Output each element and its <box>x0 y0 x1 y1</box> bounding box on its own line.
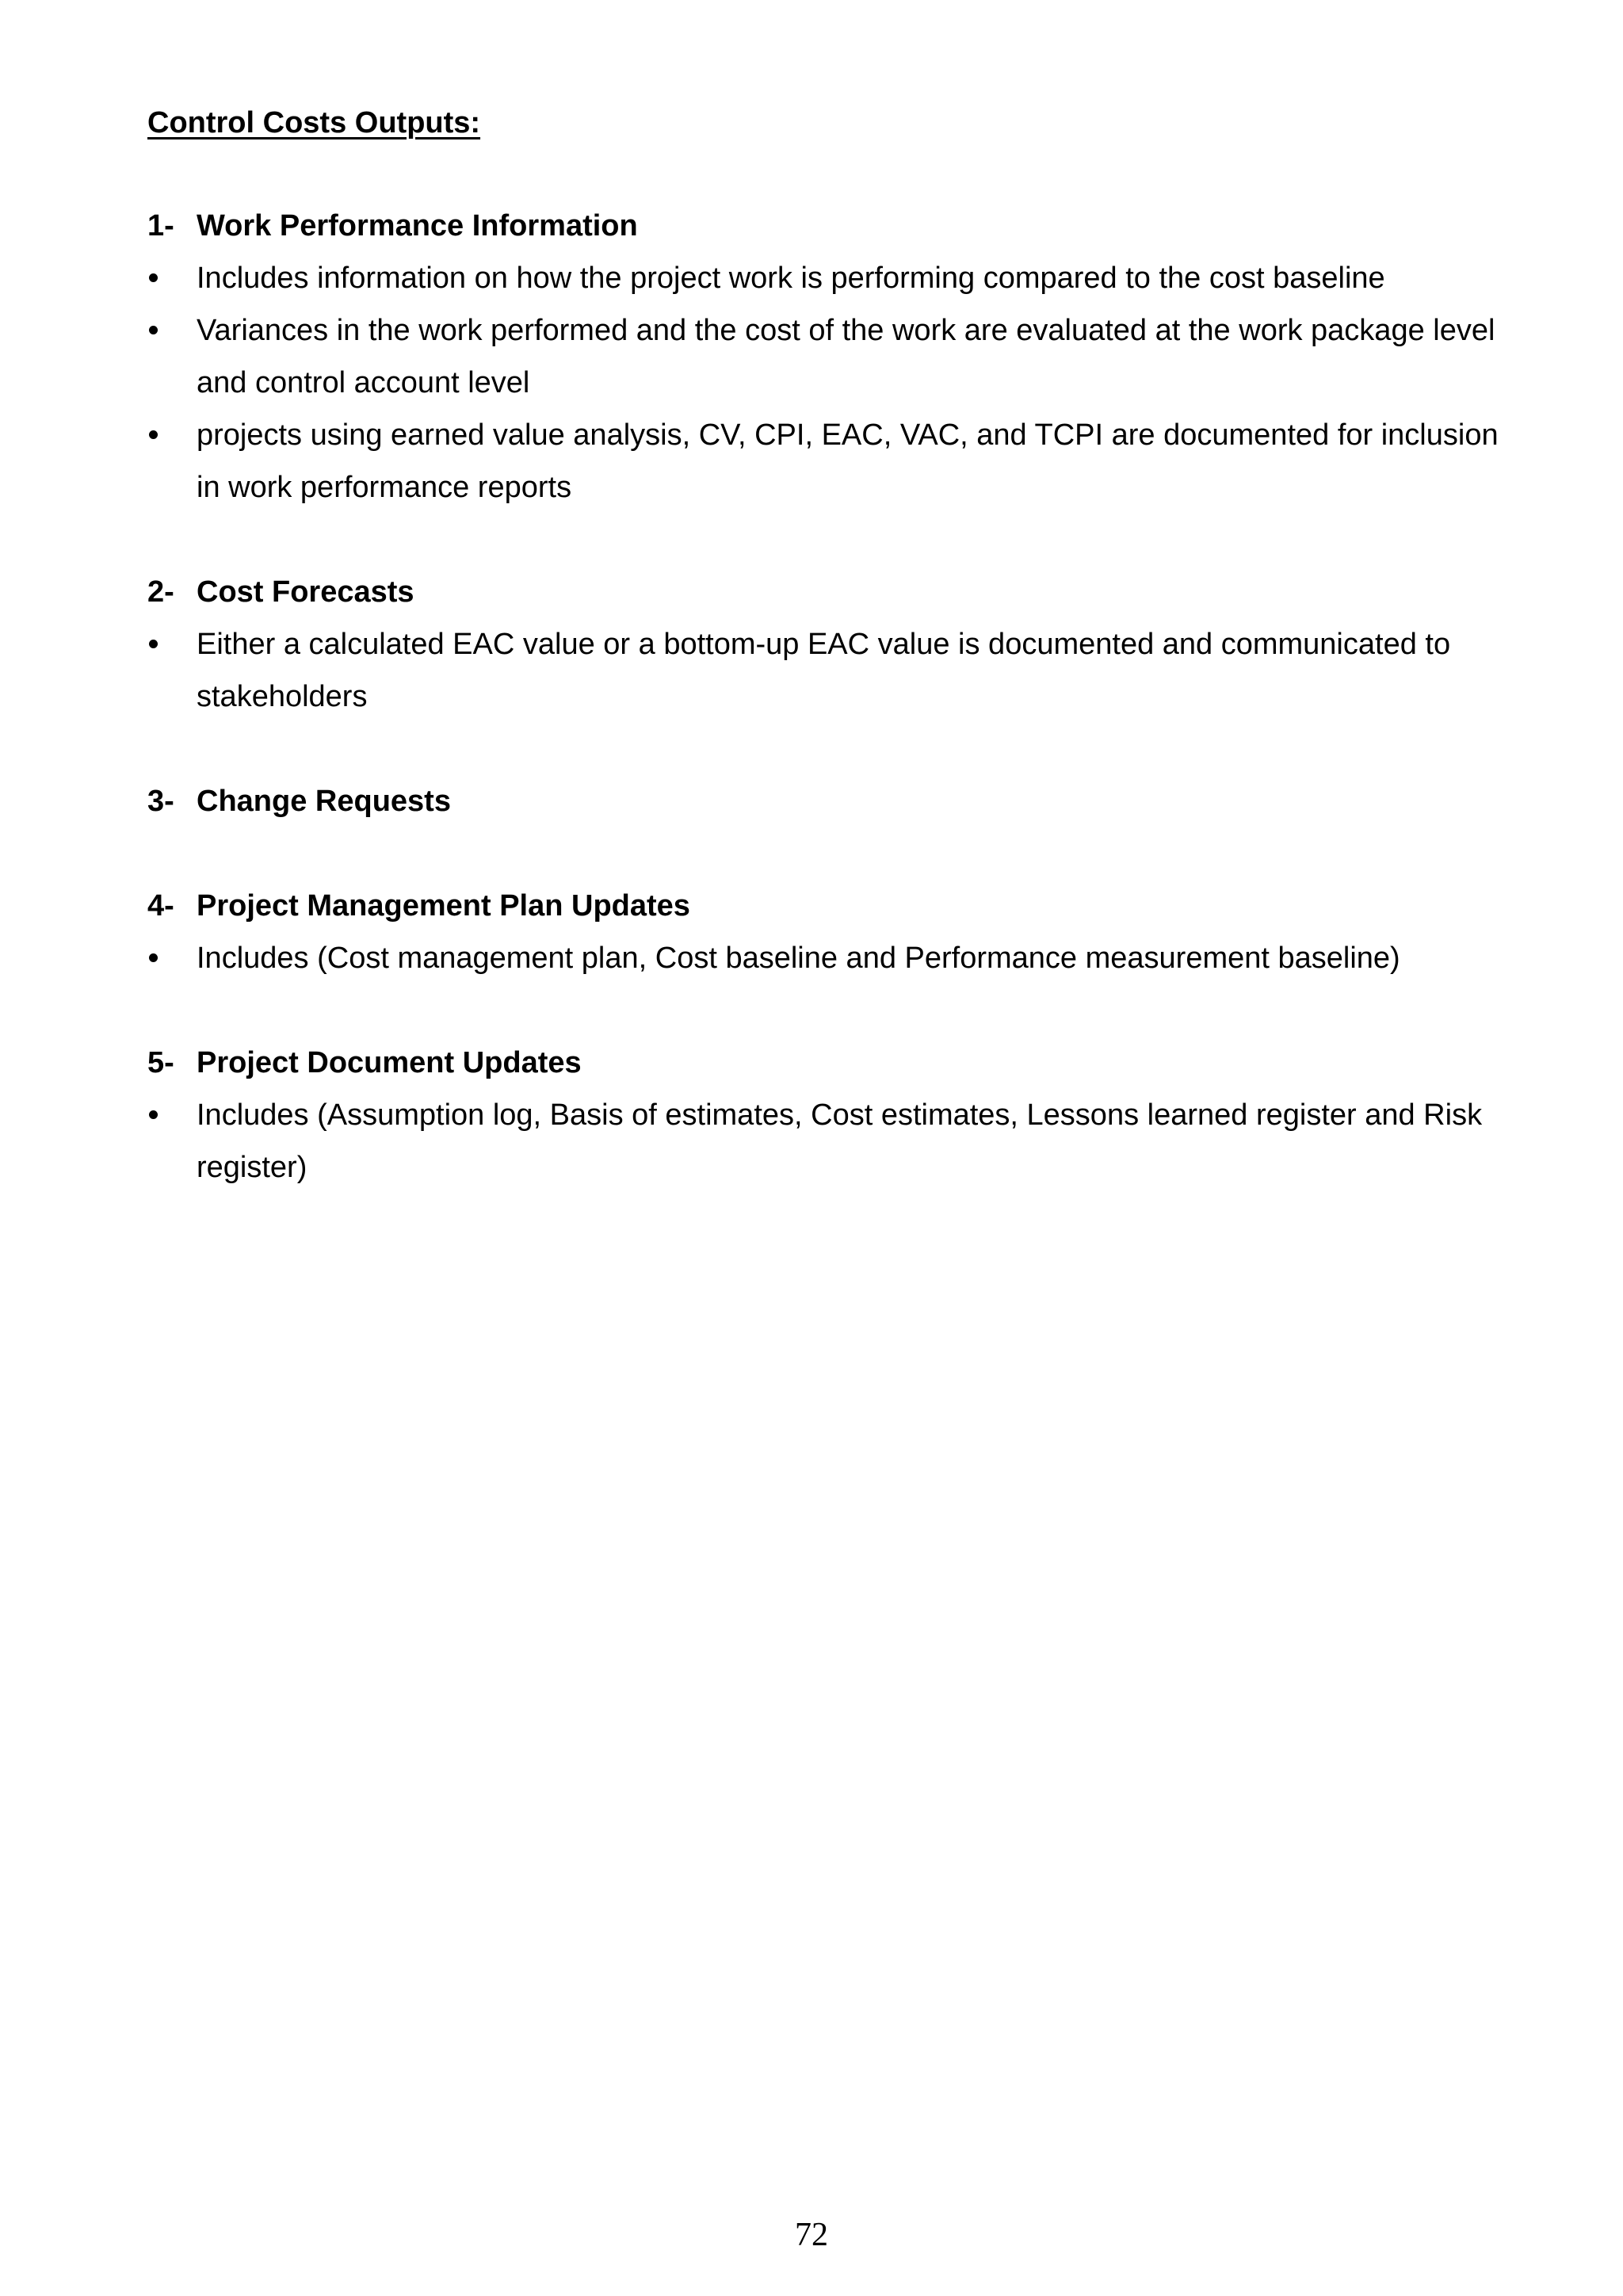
section-project-management-plan-updates <box>147 880 1510 984</box>
section-heading-text: Cost Forecasts <box>197 575 414 609</box>
section-heading <box>147 200 1510 252</box>
section-work-performance-information <box>147 200 1510 514</box>
document-body <box>147 97 1510 1246</box>
section-change-requests <box>147 775 1510 827</box>
list-item <box>147 932 1510 984</box>
bullet-icon <box>147 252 197 304</box>
list-item <box>147 304 1510 409</box>
section-heading <box>147 1037 1510 1089</box>
section-number: 1- <box>147 209 174 243</box>
list-item-text: Includes information on how the project work is performing compared to the cost baseline <box>197 262 1385 295</box>
list-item <box>147 409 1510 514</box>
bullet-icon <box>147 409 197 514</box>
bullet-list <box>147 932 1510 984</box>
bullet-icon <box>147 932 197 984</box>
list-item <box>147 618 1510 723</box>
section-heading-text: Work Performance Information <box>197 209 638 243</box>
section-heading-text: Change Requests <box>197 785 451 818</box>
list-item-text: projects using earned value analysis, CV, CPI, EAC, VAC, and TCPI are documented for inclusion in work performance reports <box>197 418 1499 504</box>
section-project-document-updates <box>147 1037 1510 1194</box>
list-item-text: Either a calculated EAC value or a bottom-up EAC value is documented and communicated to stakeholders <box>197 628 1451 713</box>
bullet-list <box>147 252 1510 514</box>
section-number: 4- <box>147 889 174 923</box>
section-heading <box>147 880 1510 932</box>
list-item-text: Includes (Cost management plan, Cost baseline and Performance measurement baseline) <box>197 942 1400 975</box>
section-heading <box>147 566 1510 618</box>
list-item <box>147 1089 1510 1194</box>
list-item-text: Includes (Assumption log, Basis of estimates, Cost estimates, Lessons learned register and Risk register) <box>197 1098 1483 1184</box>
section-heading <box>147 775 1510 827</box>
bullet-list <box>147 1089 1510 1194</box>
bullet-icon <box>147 618 197 723</box>
bullet-icon <box>147 304 197 409</box>
page-number: 72 <box>795 2217 828 2253</box>
section-number: 3- <box>147 785 174 818</box>
page-title: Control Costs Outputs: <box>147 106 481 139</box>
section-number: 2- <box>147 575 174 609</box>
section-number: 5- <box>147 1046 174 1079</box>
section-heading-text: Project Document Updates <box>197 1046 582 1079</box>
list-item-text: Variances in the work performed and the cost of the work are evaluated at the work package level and control account level <box>197 314 1495 399</box>
list-item <box>147 252 1510 304</box>
bullet-icon <box>147 1089 197 1194</box>
section-cost-forecasts <box>147 566 1510 723</box>
section-heading-text: Project Management Plan Updates <box>197 889 690 923</box>
bullet-list <box>147 618 1510 723</box>
